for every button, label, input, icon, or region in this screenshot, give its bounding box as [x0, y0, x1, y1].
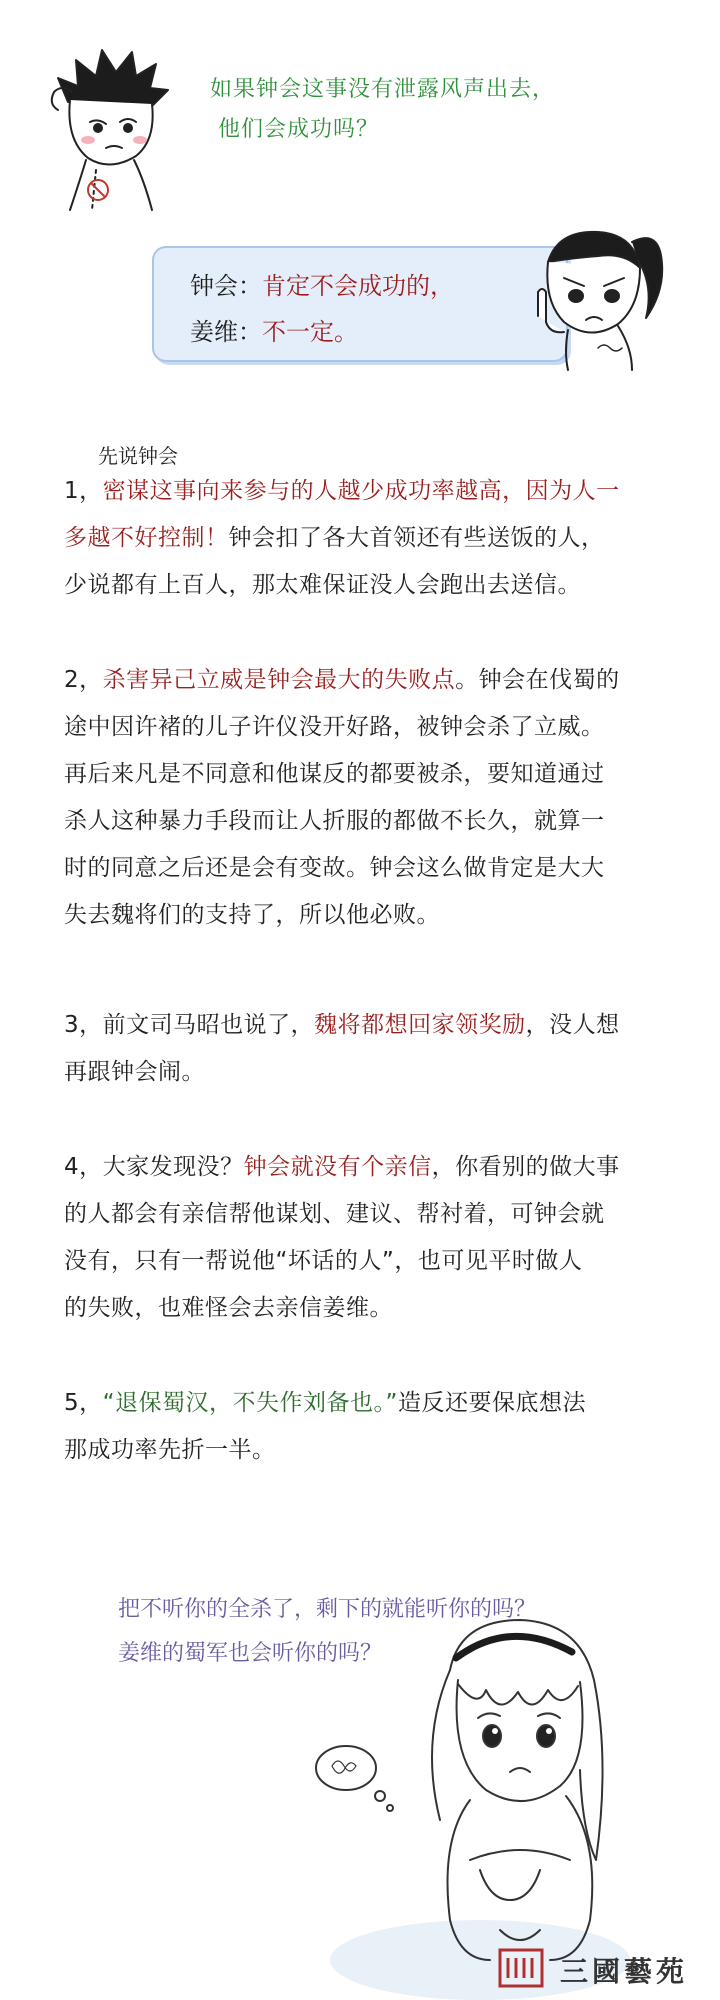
sad-girl-illustration [310, 1600, 650, 2000]
answer-line-2 [190, 312, 358, 347]
point-4-line-2: 的人都会有亲信帮他谋划、建议、帮衬着，可钟会就 [64, 1201, 605, 1227]
point-1-line-1 [64, 468, 664, 515]
answer-speaker-zhonghui: 钟会： [190, 272, 262, 300]
point-5-text-a: 造反还要保底想法 [397, 1390, 586, 1416]
point-5-line-1 [64, 1380, 664, 1427]
point-4 [64, 1144, 664, 1332]
point-4-text-b: ，你看别的做大事 [431, 1154, 620, 1180]
point-2-line-3: 再后来凡是不同意和他谋反的都要被杀，要知道通过 [64, 761, 605, 787]
point-1-line-3: 少说都有上百人，那太难保证没人会跑出去送信。 [64, 572, 581, 598]
logo-seal-icon [498, 1948, 544, 1988]
point-3 [64, 1002, 664, 1096]
answer-speaker-jiangwei: 姜维： [190, 318, 262, 346]
point-3-text-b: ，没人想 [525, 1012, 620, 1038]
top-question-line-2: 他们会成功吗？ [218, 117, 380, 142]
point-2-line-1 [64, 657, 664, 704]
answer-text-zhonghui: 肯定不会成功的， [262, 272, 454, 300]
point-2 [64, 657, 664, 939]
bottom-question-line-2: 姜维的蜀军也会听你的吗？ [118, 1641, 383, 1666]
point-4-highlight: 钟会就没有个亲信 [243, 1154, 432, 1180]
point-2-line-2: 途中因许褚的儿子许仪没开好路，被钟会杀了立威。 [64, 714, 605, 740]
point-5-number: 5， [64, 1390, 103, 1416]
point-1-highlight-b: 多越不好控制！ [64, 525, 229, 551]
point-2-highlight: 杀害异己立威是钟会最大的失败点 [102, 667, 456, 693]
point-5 [64, 1380, 664, 1474]
point-1-text-b: 钟会扣了各大首领还有些送饭的人， [228, 525, 605, 551]
watermark-text: 三國藝苑 [560, 1955, 689, 1988]
top-question-line-1: 如果钟会这事没有泄露风声出去， [210, 77, 556, 102]
point-3-line-2: 再跟钟会闹。 [64, 1059, 205, 1085]
point-5-quote: “退保蜀汉，不失作刘备也。” [102, 1390, 398, 1416]
boy-character-illustration [40, 40, 180, 215]
bottom-question-line-1: 把不听你的全杀了，剩下的就能听你的吗？ [118, 1597, 537, 1622]
point-2-line-5: 时的同意之后还是会有变故。钟会这么做肯定是大大 [64, 855, 605, 881]
section-title: 先说钟会 [98, 444, 178, 468]
point-4-line-4: 的失败，也难怪会去亲信姜维。 [64, 1295, 393, 1321]
answer-box [152, 246, 568, 362]
point-4-line-3: 没有，只有一帮说他“坏话的人”，也可见平时做人 [64, 1248, 583, 1274]
point-3-line-1 [64, 1002, 664, 1049]
point-3-highlight: 魏将都想回家领奖励 [314, 1012, 526, 1038]
point-1 [64, 468, 664, 609]
answer-line-1 [190, 266, 454, 301]
point-1-number: 1， [64, 478, 103, 504]
point-2-number: 2， [64, 667, 103, 693]
point-2-text-a: 。钟会在伐蜀的 [455, 667, 620, 693]
point-2-line-6: 失去魏将们的支持了，所以他必败。 [64, 902, 440, 928]
point-1-highlight-a: 密谋这事向来参与的人越少成功率越高，因为人一 [102, 478, 620, 504]
answer-text-jiangwei: 不一定。 [262, 318, 358, 346]
point-2-line-4: 杀人这种暴力手段而让人折服的都做不长久，就算一 [64, 808, 605, 834]
point-3-text-a: 3，前文司马昭也说了， [64, 1012, 315, 1038]
point-4-line-1 [64, 1144, 664, 1191]
girl-character-illustration [528, 222, 668, 372]
point-1-line-2 [64, 515, 664, 562]
point-5-line-2: 那成功率先折一半。 [64, 1437, 276, 1463]
point-4-text-a: 4，大家发现没？ [64, 1154, 244, 1180]
